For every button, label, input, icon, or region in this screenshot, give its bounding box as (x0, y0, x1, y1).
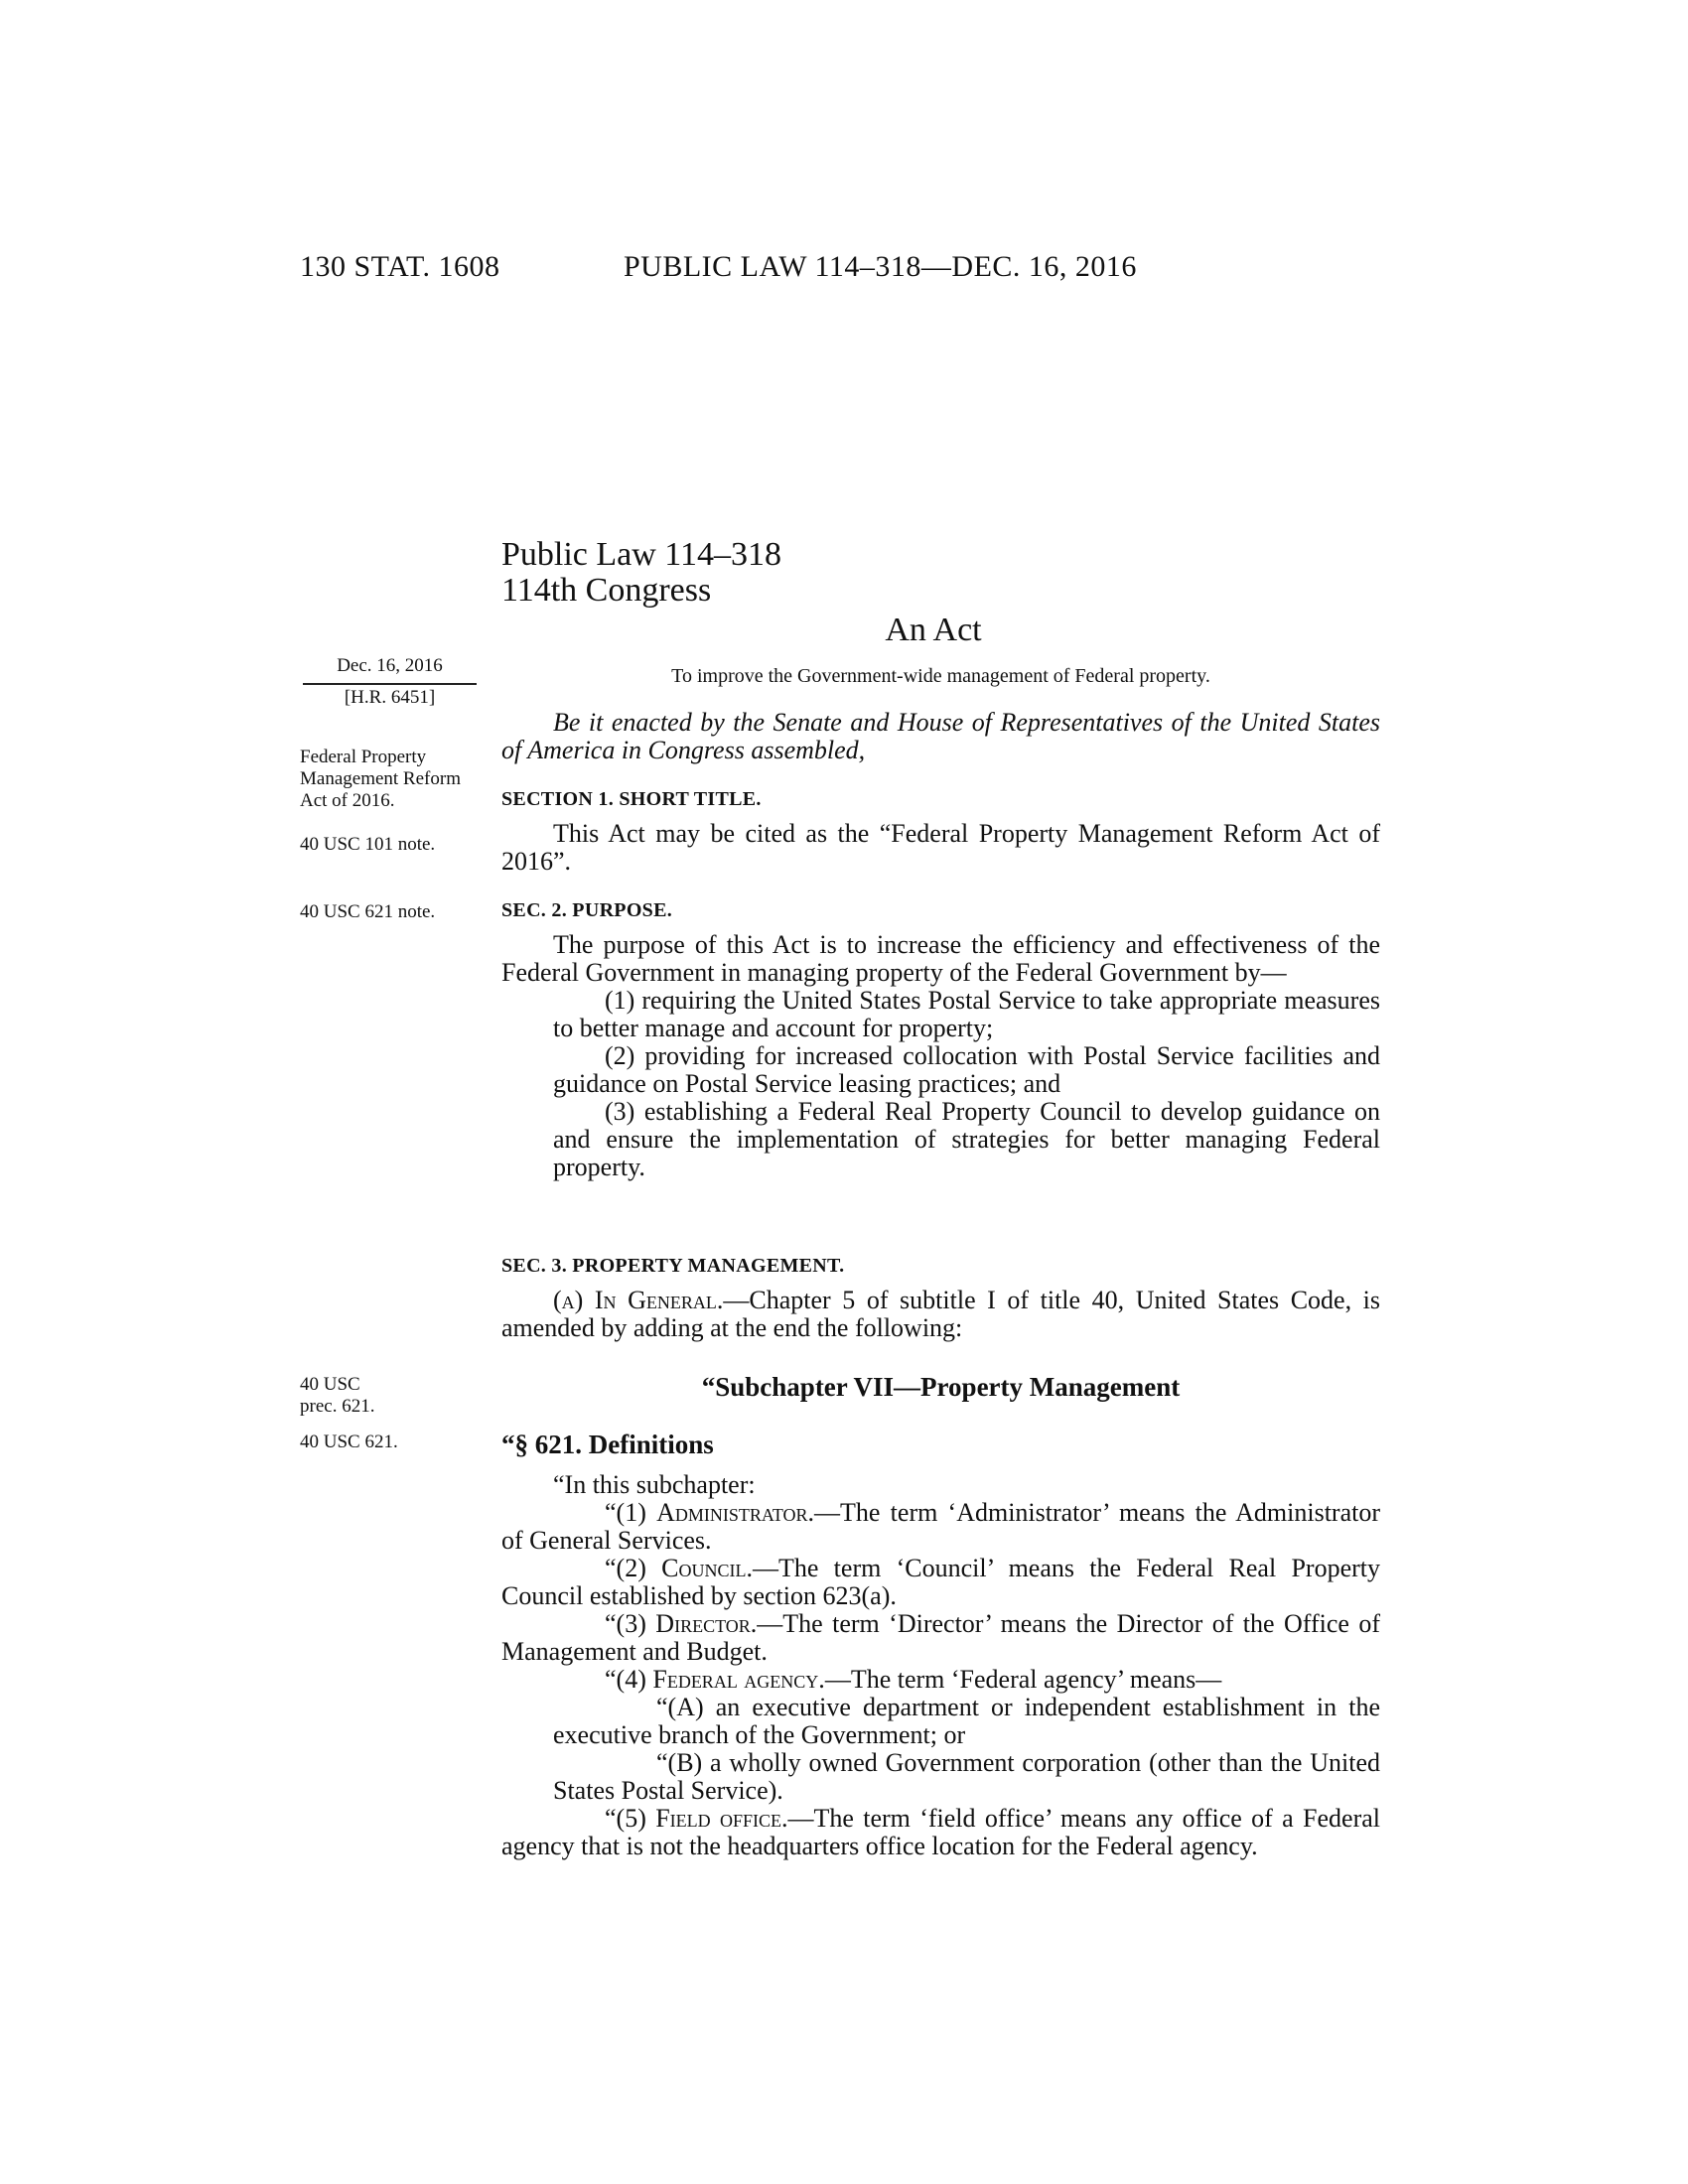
section-2-intro: The purpose of this Act is to increase the efficiency and effectiveness of the Federal Government in managing property of the Federal Government by— (501, 930, 1380, 987)
definition-4: “(4) Federal agency.—The term ‘Federal agency’ means— (605, 1665, 1222, 1694)
definition-4-a: “(A) an executive department or independent establishment in the executive branch of the Government; or (553, 1693, 1380, 1749)
definition-3: “(3) Director.—The term ‘Director’ means the Director of the Office of Management and Budget. (501, 1609, 1380, 1666)
margin-usc-101-note: 40 USC 101 note. (300, 834, 436, 855)
definition-2: “(2) Council.—The term ‘Council’ means the Federal Real Property Council established by section 623(a). (501, 1554, 1381, 1610)
margin-usc-prec-line2: prec. 621. (300, 1396, 375, 1417)
public-law-number: Public Law 114–318 (501, 536, 782, 573)
stat-citation: 130 STAT. 1608 (300, 250, 500, 283)
definitions-intro: “In this subchapter: (553, 1470, 756, 1499)
congress-label: 114th Congress (501, 572, 712, 609)
enacting-clause: Be it enacted by the Senate and House of Representatives of the United States of America in Congress assembled, (501, 708, 1380, 764)
definitions-body (501, 1471, 1380, 1860)
purpose-item-1: (1) requiring the United States Postal Service to take appropriate measures to better manage and account for property; (553, 986, 1380, 1042)
section-1-heading: SECTION 1. SHORT TITLE. (501, 788, 762, 810)
act-purpose-line: To improve the Government-wide management of Federal property. (671, 665, 1210, 687)
purpose-item-3: (3) establishing a Federal Real Property Council to develop guidance on and ensure the implementation of strategies for better managing Federal property. (553, 1097, 1380, 1181)
definition-4-b: “(B) a wholly owned Government corporation (other than the United States Postal Service). (553, 1748, 1380, 1805)
section-3-subsection-a (501, 1287, 1380, 1342)
margin-usc-621-note: 40 USC 621 note. (300, 901, 436, 922)
section-3-heading: SEC. 3. PROPERTY MANAGEMENT. (501, 1255, 845, 1277)
margin-bill-number: [H.R. 6451] (344, 687, 436, 708)
margin-usc-621: 40 USC 621. (300, 1432, 398, 1452)
section-2-heading: SEC. 2. PURPOSE. (501, 899, 673, 921)
margin-usc-prec-line1: 40 USC (300, 1374, 360, 1395)
margin-enactment-date: Dec. 16, 2016 (337, 655, 443, 676)
section-621-heading: “§ 621. Definitions (501, 1430, 714, 1459)
definition-5: “(5) Field office.—The term ‘field office’ means any office of a Federal agency that is not the headquarters office location for the Federal agency. (501, 1804, 1380, 1860)
section-1-text: This Act may be cited as the “Federal Property Management Reform Act of 2016”. (501, 819, 1380, 876)
definition-1: “(1) Administrator.—The term ‘Administrator’ means the Administrator of General Services. (501, 1498, 1380, 1555)
subsection-a-text: —Chapter 5 of subtitle I of title 40, United States Code, is amended by adding at the end the following: (501, 1286, 1381, 1342)
subsection-a-label: (a) In General. (553, 1286, 724, 1314)
subchapter-heading: “Subchapter VII—Property Management (701, 1372, 1181, 1402)
margin-short-title-note: Federal Property Management Reform Act of 2016. (300, 747, 461, 811)
section-2-body (501, 931, 1380, 1181)
running-title: PUBLIC LAW 114–318—DEC. 16, 2016 (624, 250, 1137, 283)
an-act-heading: An Act (885, 612, 982, 648)
margin-rule (303, 683, 477, 685)
purpose-item-2: (2) providing for increased collocation with Postal Service facilities and guidance on Postal Service leasing practices; and (553, 1041, 1380, 1098)
